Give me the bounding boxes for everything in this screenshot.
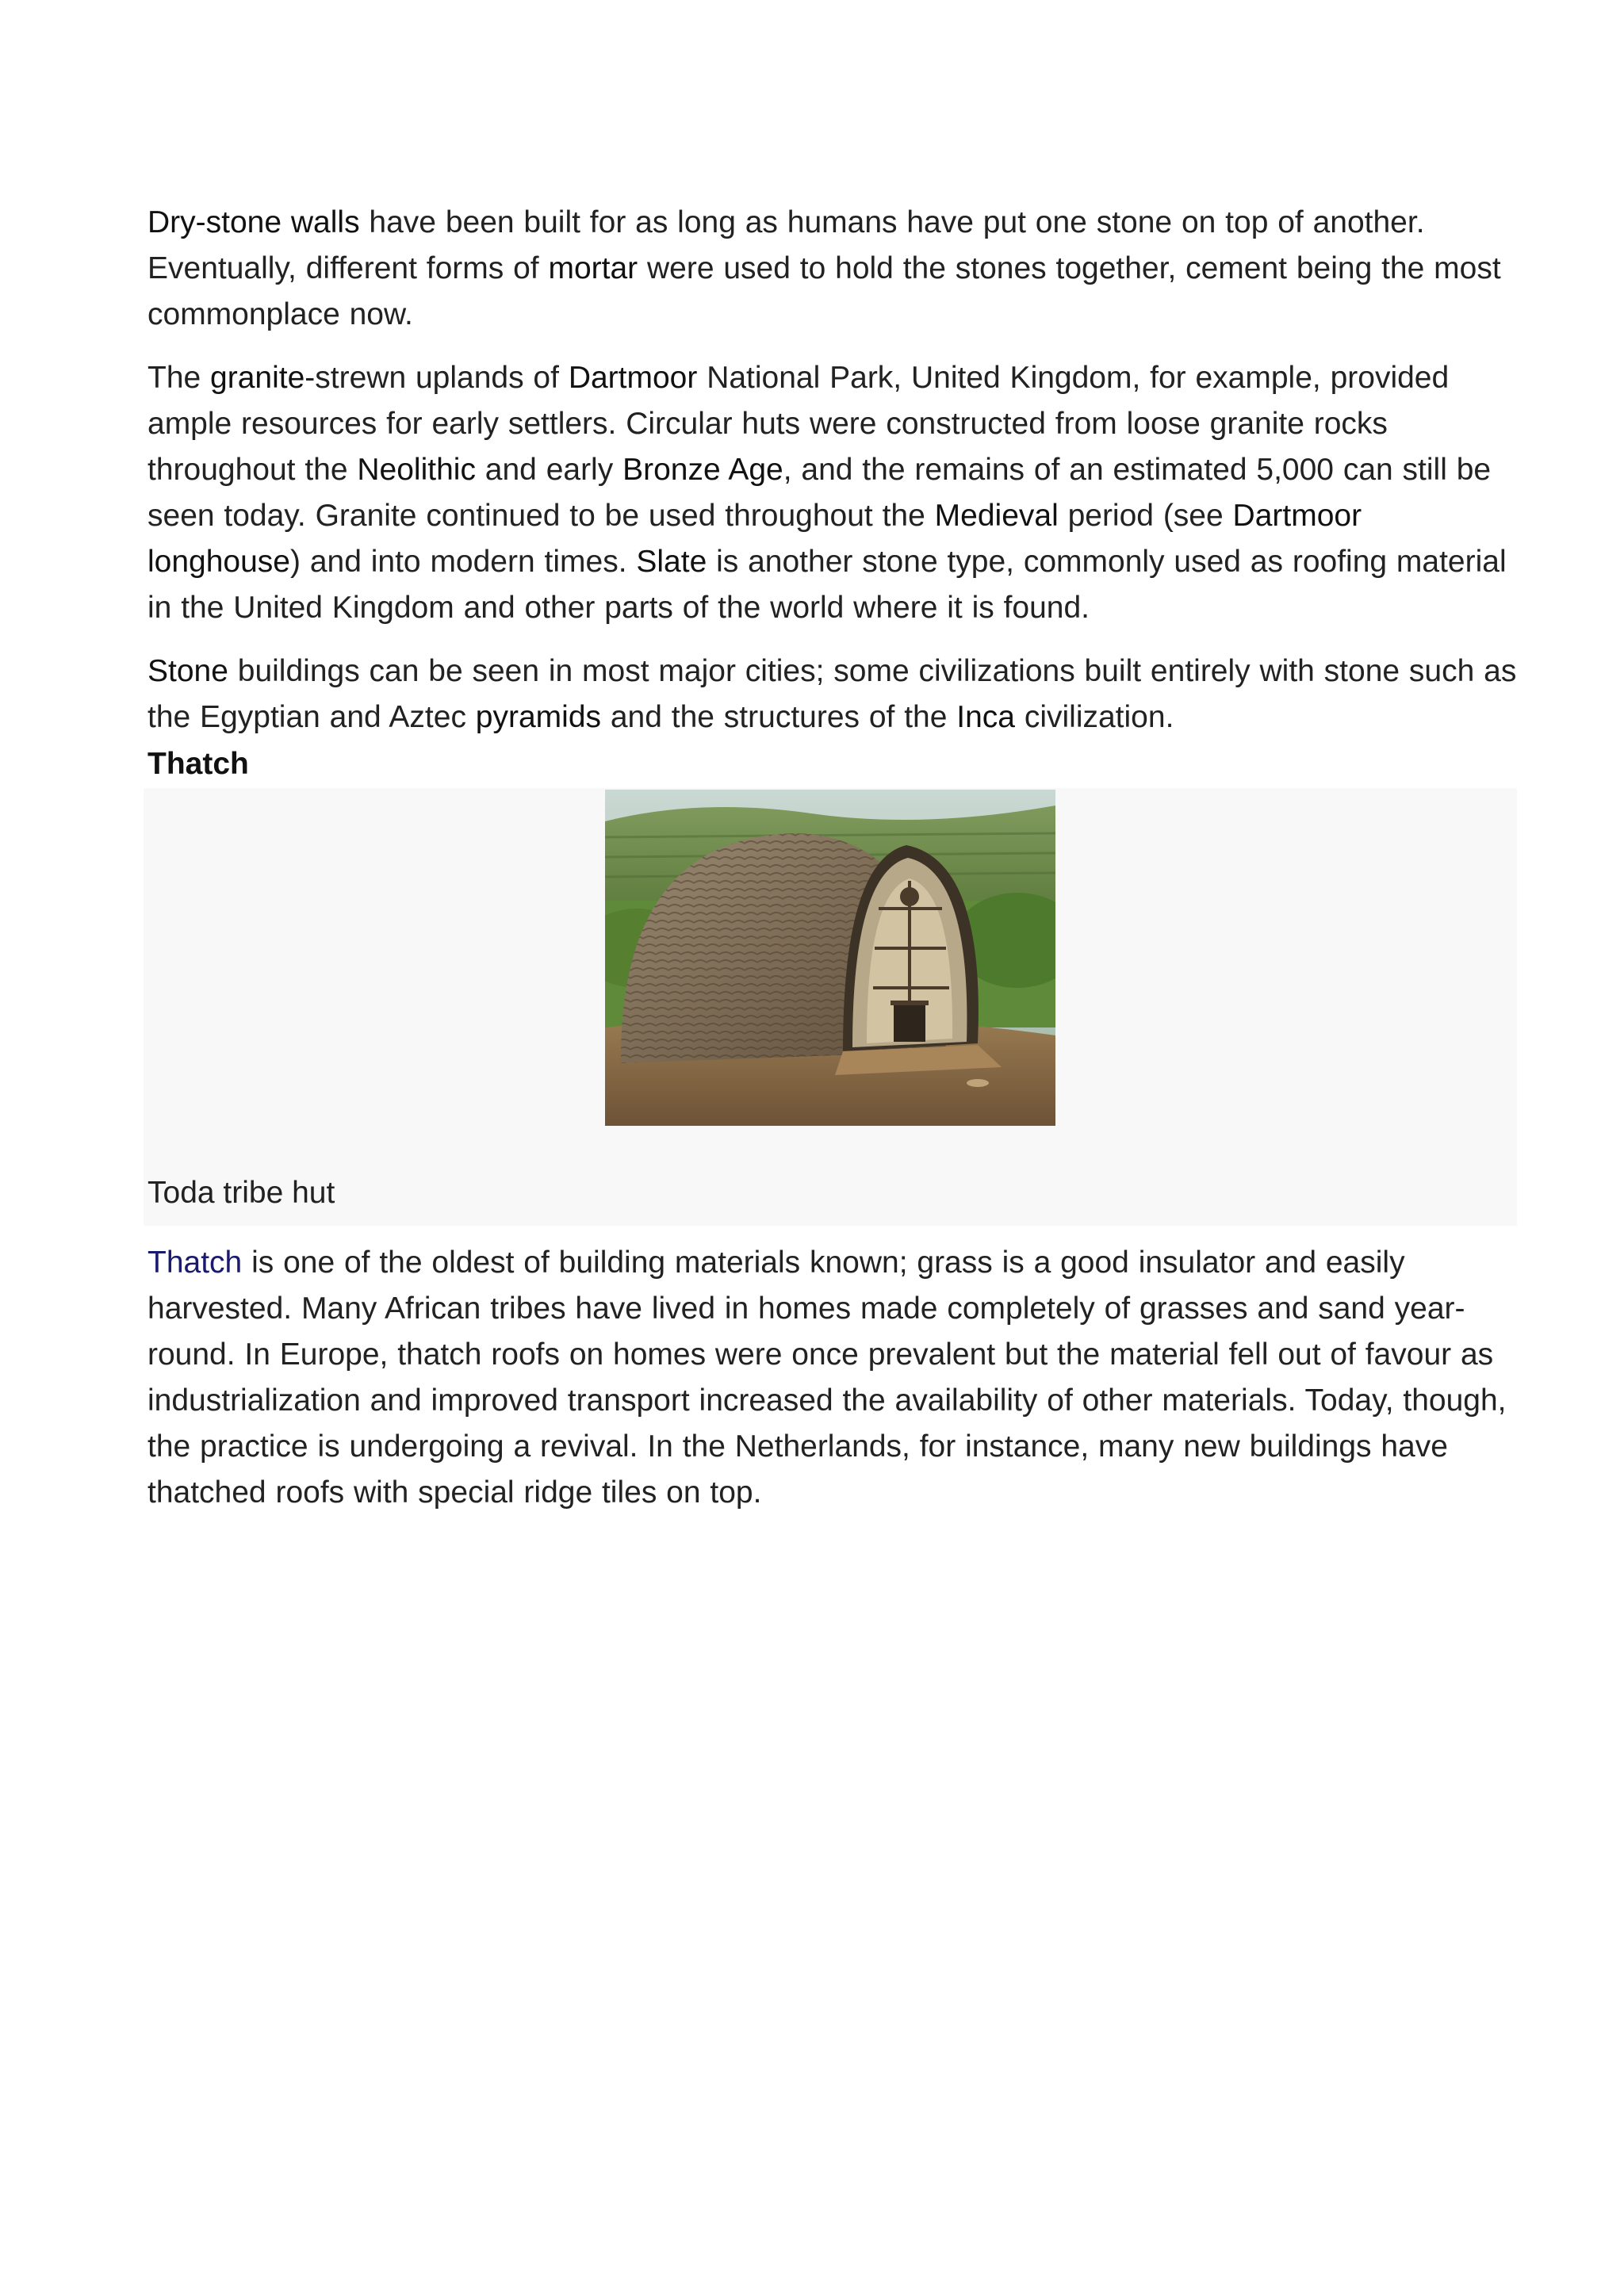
document-page xyxy=(147,200,1518,1516)
link-granite[interactable]: granite xyxy=(210,361,305,395)
text-run: period (see xyxy=(1058,499,1233,533)
text-run: is one of the oldest of building materials known; grass is a good insulator and easily harvested. Many African tribes have lived in homes made completely of grasses and sand year-round. In Europe, thatch roofs on homes were once prevalent but the material fell out of favour as industrialization and improved transport increased the availability of other materials. Today, though, the practice is undergoing a revival. In the Netherlands, for instance, many new buildings have thatched roofs with special ridge tiles on top. xyxy=(147,1246,1507,1510)
text-run: buildings can be seen in most major cities; some civilizations built entirely with stone such as the Egyptian and Aztec xyxy=(147,654,1517,734)
link-thatch[interactable]: Thatch xyxy=(147,1246,243,1280)
text-run: and the structures of the xyxy=(601,700,957,734)
text-run: , and the remains of an estimated 5,000 can still be seen today. Granite continued to be used throughout the xyxy=(147,453,1492,533)
text-run: and early xyxy=(475,453,623,487)
paragraph-granite xyxy=(147,355,1518,631)
text-run: were used to hold the stones together, cement being the most commonplace now. xyxy=(147,251,1501,331)
text-run: National Park, United Kingdom, for example, provided ample resources for early settlers. Circular huts were constructed from loose granite rocks throughout the xyxy=(147,361,1450,487)
link-dartmoor-longhouse[interactable]: Dartmoor longhouse xyxy=(147,499,1362,579)
link-dry-stone-walls[interactable]: Dry-stone walls xyxy=(147,205,360,239)
link-slate[interactable]: Slate xyxy=(636,545,707,579)
link-bronze-age[interactable]: Bronze Age xyxy=(622,453,783,487)
link-mortar[interactable]: mortar xyxy=(548,251,638,285)
text-run: civilization. xyxy=(1015,700,1174,734)
section-heading-thatch: Thatch xyxy=(147,747,249,781)
toda-hut-image[interactable] xyxy=(605,790,1055,1126)
figure xyxy=(144,788,1517,1226)
link-medieval[interactable]: Medieval xyxy=(934,499,1059,533)
text-run: -strewn uplands of xyxy=(304,361,569,395)
paragraph-stone-buildings xyxy=(147,649,1518,740)
text-run: is another stone type, commonly used as roofing material in the United Kingdom and other parts of the world where it is found. xyxy=(147,545,1507,625)
toda-hut-illustration xyxy=(605,790,1055,1126)
paragraph-dry-stone xyxy=(147,200,1518,338)
text-run: ) and into modern times. xyxy=(290,545,637,579)
link-neolithic[interactable]: Neolithic xyxy=(357,453,476,487)
figure-caption: Toda tribe hut xyxy=(147,1176,335,1210)
link-stone[interactable]: Stone xyxy=(147,654,228,688)
link-inca[interactable]: Inca xyxy=(956,700,1015,734)
text-run: The xyxy=(147,361,211,395)
paragraph-thatch xyxy=(147,1240,1518,1516)
text-run: have been built for as long as humans have put one stone on top of another. Eventually, different forms of xyxy=(147,205,1425,285)
link-dartmoor[interactable]: Dartmoor xyxy=(568,361,698,395)
link-pyramids[interactable]: pyramids xyxy=(475,700,602,734)
